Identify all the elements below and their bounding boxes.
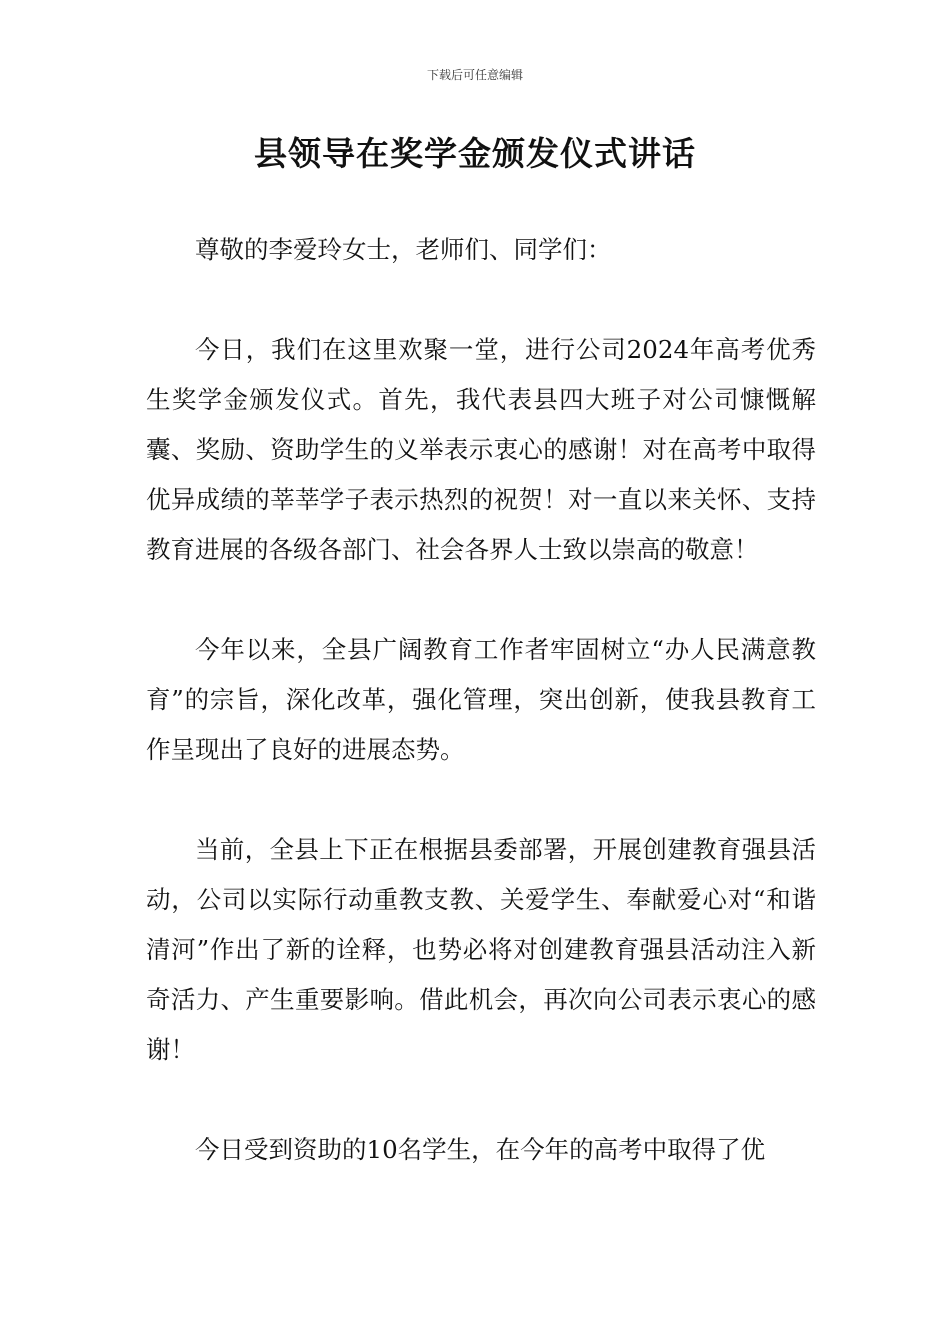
- header-note: 下载后可任意编辑: [426, 68, 523, 82]
- body-paragraph: 当前，全县上下正在根据县委部署，开展创建教育强县活动，公司以实际行动重教支教、关爱学生、奉献爱心对“和谐清河”作出了新的诠释，也势必将对创建教育强县活动注入新奇活力、产生重要影响。借此机会，再次向公司表示衷心的感谢！: [146, 835, 816, 1064]
- body-paragraph: 今年以来，全县广阔教育工作者牢固树立“办人民满意教育”的宗旨，深化改革，强化管理，突出创新，使我县教育工作呈现出了良好的进展态势。: [146, 635, 816, 764]
- salutation-paragraph: 尊敬的李爱玲女士，老师们、同学们：: [195, 235, 612, 264]
- document-body: [146, 225, 816, 1225]
- body-paragraph: 今日受到资助的10名学生，在今年的高考中取得了优: [195, 1135, 766, 1164]
- document-title: 县领导在奖学金颁发仪式讲话: [254, 134, 696, 173]
- body-paragraph: 今日，我们在这里欢聚一堂，进行公司2024年高考优秀生奖学金颁发仪式。首先，我代表县四大班子对公司慷慨解囊、奖励、资助学生的义举表示衷心的感谢！对在高考中取得优异成绩的莘莘学子表示热烈的祝贺！对一直以来关怀、支持教育进展的各级各部门、社会各界人士致以崇高的敬意！: [146, 335, 816, 564]
